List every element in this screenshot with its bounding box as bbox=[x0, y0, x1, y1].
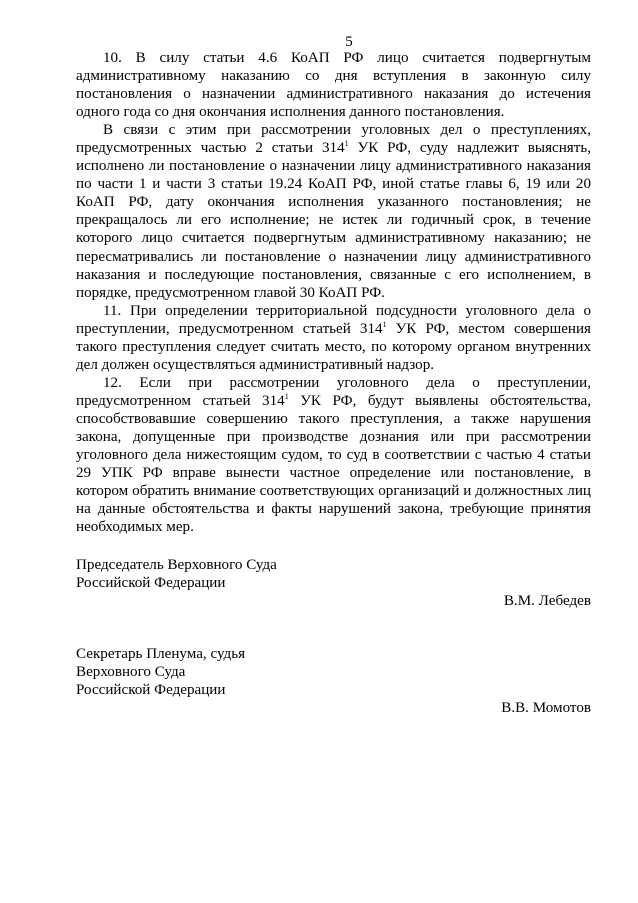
paragraph-10 bbox=[76, 49, 591, 121]
signature-title-line: Верховного Суда bbox=[76, 664, 186, 681]
paragraph-text: 12. Если при рассмотрении уголовного дела о преступлении, предусмотренном статьей 314 bbox=[76, 374, 591, 409]
paragraph-12 bbox=[76, 374, 591, 536]
paragraph-text: 10. В силу статьи 4.6 КоАП РФ лицо считается подвергнутым административному наказанию со дня вступления в законную силу постановления о назначении административного наказания до истечения одного года со дня окончания исполнения данного постановления. bbox=[76, 50, 591, 121]
paragraph-text: УК РФ, будут выявлены обстоятельства, способствовавшие совершению такого преступления, а также нарушения закона, допущенные при производстве дознания или при рассмотрении уголовного дела нижестоящим судом, то суд в соответствии с частью 4 статьи 29 УПК РФ вправе вынести частное определение или постановление, в котором обратить внимание соответствующих организаций и должностных лиц на данные обстоятельства и факты нарушений закона, требующие принятия необходимых мер. bbox=[76, 392, 591, 536]
paragraph-10-continuation bbox=[76, 121, 591, 301]
paragraph-text: 11. При определении территориальной подсудности уголовного дела о преступлении, предусмотренном статьей 314 bbox=[76, 302, 591, 337]
signature-block-chairman bbox=[76, 556, 591, 610]
document-body bbox=[76, 49, 591, 536]
article-superscript: 1 bbox=[284, 391, 289, 401]
signature-title-line: Председатель Верховного Суда bbox=[76, 557, 277, 573]
paragraph-text: УК РФ, суду надлежит выяснять, исполнено ли постановление о назначении лицу административного наказания по части 1 и части 3 статьи 19.24 КоАП РФ, иной статье главы 6, 19 или 20 КоАП РФ, дату окончания исполнения указанного постановления; не прекращалось ли его исполнение; не истек ли годичный срок, в течение которого лицо считается подвергнутым административному наказанию; не пересматривались ли постановление о назначении лицу административного наказания и последующие постановления, связанные с его исполнением, в порядке, предусмотренном главой 30 КоАП РФ. bbox=[76, 140, 591, 301]
article-superscript: 1 bbox=[344, 139, 349, 149]
signature-title-line: Российской Федерации bbox=[76, 575, 226, 592]
paragraph-11 bbox=[76, 302, 591, 374]
signature-block-secretary bbox=[76, 645, 591, 717]
paragraph-text: В связи с этим при рассмотрении уголовных дел о преступлениях, предусмотренных частью 2 статьи 314 bbox=[76, 122, 591, 157]
signature-name: В.М. Лебедев bbox=[503, 593, 591, 610]
signature-title-line: Российской Федерации bbox=[76, 682, 226, 699]
page-number: 5 bbox=[345, 34, 353, 50]
signature-name: В.В. Момотов bbox=[501, 700, 591, 717]
article-superscript: 1 bbox=[382, 319, 387, 329]
signature-title-line: Секретарь Пленума, судья bbox=[76, 646, 246, 662]
paragraph-text: УК РФ, местом совершения такого преступления следует считать место, по которому органом внутренних дел должен осуществляться административный надзор. bbox=[76, 320, 591, 373]
